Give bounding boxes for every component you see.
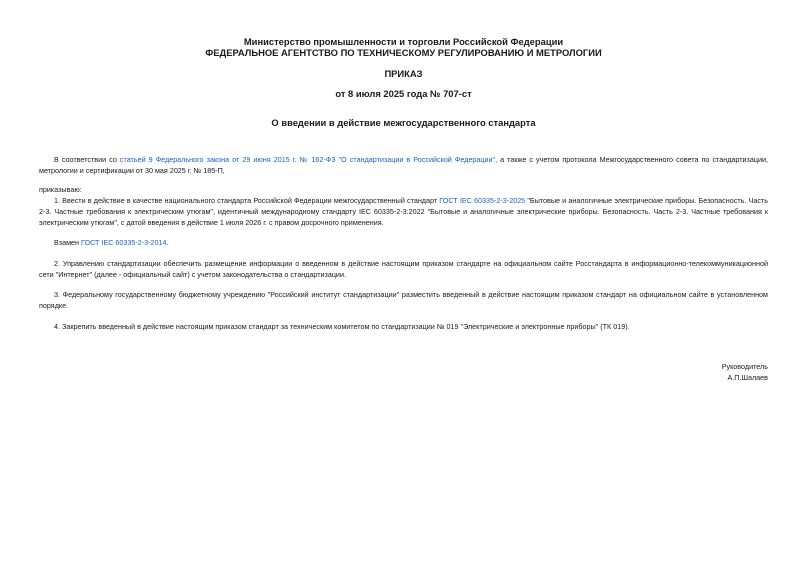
signatory-name: А.П.Шалаев [727, 373, 768, 382]
intro-suffix: , а также с учетом протокола Межгосударственного совета по стандартизации, метрологии и сертификации от 30 мая 2025 г. № 185-П, [39, 155, 768, 175]
gost-2025-link[interactable]: ГОСТ IEC 60335-2-3-2025 [439, 196, 526, 205]
document-subject: О введении в действие межгосударственного стандарта [271, 117, 536, 128]
signatory-title: Руководитель [721, 362, 768, 371]
item-2-paragraph: 2. Управлению стандартизации обеспечить размещение информации о введенном в действие настоящим приказом стандарте на официальном сайте Росстандарта в информационно-телекоммуникационной сети "Интернет" (далее - официальный сайт) с учетом законодательства о стандартизации. [39, 259, 768, 279]
intro-paragraph [39, 155, 768, 177]
federal-law-link[interactable]: статьей 9 Федерального закона от 29 июня 2015 г. № 162-ФЗ "О стандартизации в Российской Федерации" [119, 155, 496, 164]
replaced-standard-paragraph [39, 238, 768, 249]
agency-heading: ФЕДЕРАЛЬНОЕ АГЕНТСТВО ПО ТЕХНИЧЕСКОМУ РЕГУЛИРОВАНИЮ И МЕТРОЛОГИИ [205, 47, 602, 58]
replaced-prefix: Взамен [54, 238, 81, 247]
item-1-suffix: "Бытовые и аналогичные электрические приборы. Безопасность. Часть 2-3. Частные требования к электрическим утюгам", идентичный международному стандарту IEC 60335-2-3:2022 "Бытовые и аналогичные электрические приборы. Безопасность. Часть 2-3. Частные требования к электрическим утюгам", с датой введения в действие 1 июля 2026 г. с правом досрочного применения. [39, 196, 768, 227]
item-1-prefix: 1. Ввести в действие в качестве национального стандарта Российской Федерации межгосударственный стандарт [54, 196, 440, 205]
item-4-paragraph: 4. Закрепить введенный в действие настоящим приказом стандарт за техническим комитетом по стандартизации № 019 "Электрические и электронные приборы" (ТК 019). [54, 322, 630, 331]
ministry-heading: Министерство промышленности и торговли Российской Федерации [243, 36, 564, 47]
item-1-paragraph [39, 196, 768, 228]
gost-2014-link[interactable]: ГОСТ IEC 60335-2-3-2014 [81, 238, 167, 247]
document-date-number: от 8 июля 2025 года № 707-ст [335, 88, 472, 99]
replaced-suffix: . [166, 238, 169, 247]
item-3-paragraph: 3. Федеральному государственному бюджетному учреждению "Российский институт стандартизации" разместить введенный в действие настоящим приказом стандарт на официальном сайте в установленном порядке. [39, 290, 768, 310]
order-word: приказываю: [39, 185, 82, 194]
intro-prefix: В соответствии со [54, 155, 120, 164]
document-type: ПРИКАЗ [384, 68, 423, 79]
